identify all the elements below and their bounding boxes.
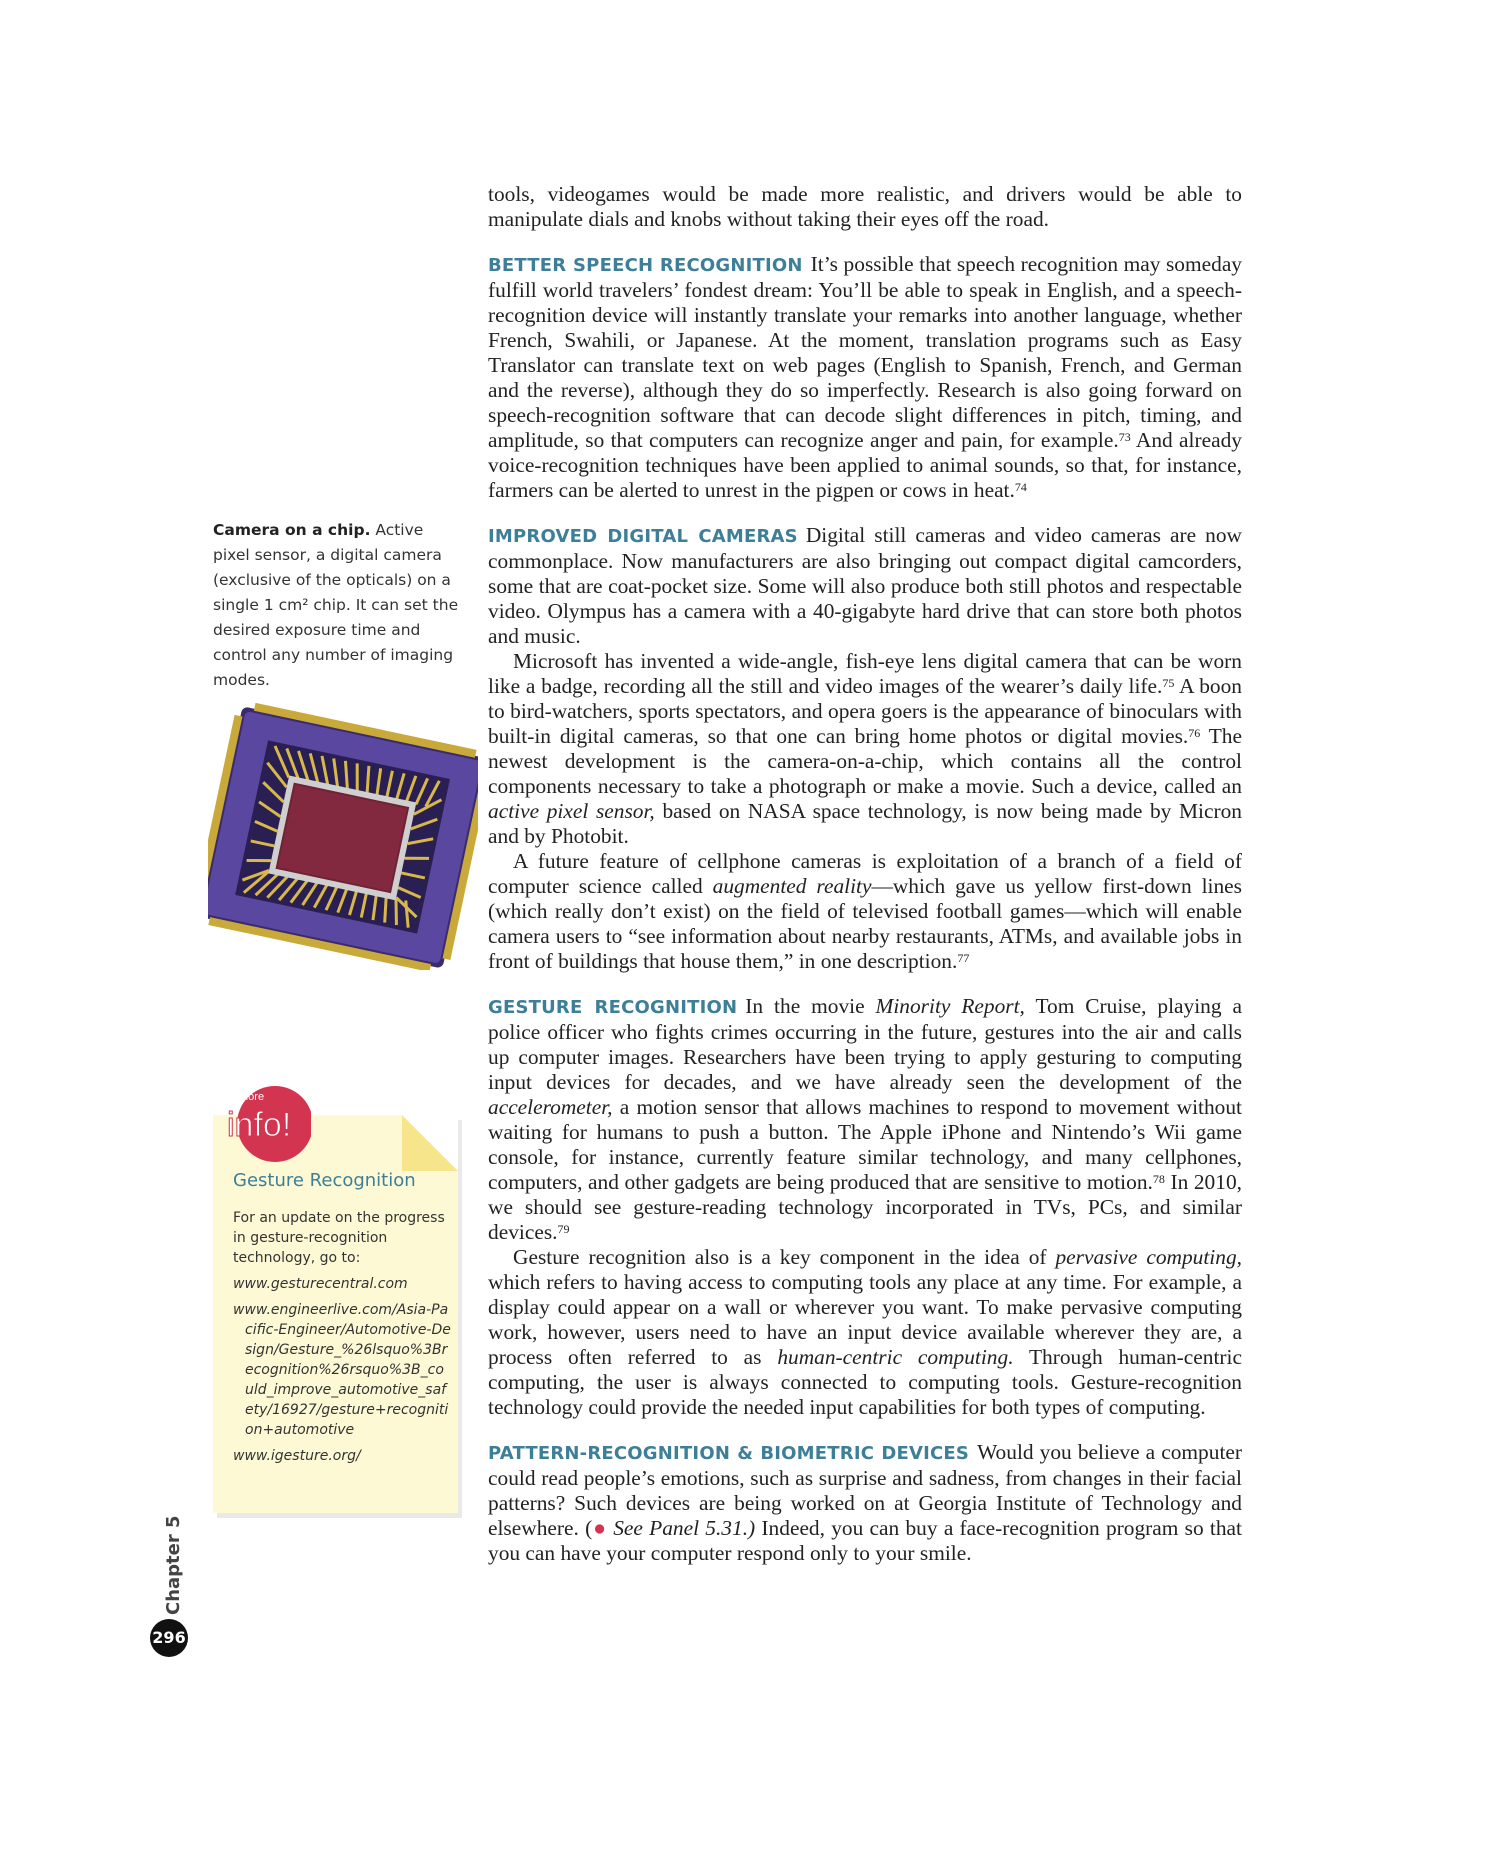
info-link[interactable]: www.gesturecentral.com (233, 1276, 408, 1292)
info-link[interactable]: www.engineerlive.com/Asia-Pacific-Engineer/Automotive-Design/Gesture_%26lsquo%3Brecognition%26rsquo%3B_could_improve_automotive_safety/16927/gesture+recognition+automotive (233, 1302, 451, 1438)
term-human-centric-computing: human-centric computing. (777, 1345, 1014, 1369)
footnote-ref-79[interactable]: 79 (557, 1222, 570, 1236)
speech-text-a: It’s possible that speech recognition may someday fulfill world travelers’ fondest dream: You’ll be able to speak in English, and a speech-recognition device will instantly translate your remarks into another language, whether French, Swahili, or Japanese. At the moment, translation programs such as Easy Translator can translate text on web pages (English to Spanish, French, and German and the reverse), although they do so imperfectly. Research is also going forward on speech-recognition software that can decode slight differences in pitch, timing, and amplitude, so that computers can recognize anger and pain, for example. (488, 252, 1243, 452)
cameras-p1: Digital still cameras and video cameras are now commonplace. Now manufacturers are also bringing out compact digital camcorders, some that are coat-pocket size. Some will also produce both still photos and respectable video. Olympus has a camera with a 40-gigabyte hard drive that can store both photos and music. (488, 523, 1242, 648)
gesture-p2-a: Gesture recognition also is a key component in the idea of (513, 1245, 1056, 1269)
cameras-p3-b: —which gave us yellow first-down lines (which really don’t exist) on the field of televised football games—which will enable camera users to “see information about nearby restaurants, ATMs, and available jobs in front of buildings that house them,” in one description. (488, 874, 1242, 973)
info-box-body (233, 1208, 451, 1472)
gesture-recognition-section (488, 994, 1242, 1245)
speech-recognition-heading: BETTER SPEECH RECOGNITION (488, 255, 803, 276)
badge-big-text: info! (227, 1106, 292, 1144)
term-active-pixel-sensor: active pixel sensor, (488, 799, 655, 823)
see-panel-reference[interactable]: See Panel 5.31.) (606, 1516, 756, 1540)
folded-corner-icon (402, 1115, 458, 1171)
pattern-text-a: Would you believe a computer could read people’s emotions, such as surprise and sadness, from changes in their facial patterns? Such devices are being worked on at Georgia Institute of Technology and elsewhere. ( (488, 1440, 1243, 1540)
digital-cameras-section (488, 523, 1242, 649)
caption-text: Active pixel sensor, a digital camera (exclusive of the opticals) on a single 1 cm² chip. It can set the desired exposure time and control any number of imaging modes. (213, 521, 459, 689)
camera-chip-image (208, 700, 478, 970)
intro-paragraph: tools, videogames would be made more realistic, and drivers would be able to manipulate dials and knobs without taking their eyes off the road. (488, 182, 1242, 231)
chapter-text: Chapter 5 (163, 1515, 184, 1615)
pattern-recognition-heading: PATTERN-RECOGNITION & BIOMETRIC DEVICES (488, 1443, 970, 1464)
footnote-ref-78[interactable]: 78 (1152, 1172, 1165, 1186)
cameras-p2-a: Microsoft has invented a wide-angle, fish-eye lens digital camera that can be worn like a badge, recording all the still and video images of the wearer’s daily life. (488, 649, 1242, 698)
info-box-text: For an update on the progress in gesture-recognition technology, go to: (233, 1210, 445, 1266)
speech-text-b: And already voice-recognition techniques have been applied to animal sounds, so that, for instance, farmers can be alerted to unrest in the pigpen or cows in heat. (488, 428, 1242, 502)
gesture-p1-c: a motion sensor that allows machines to respond to movement without waiting for humans to push a button. The Apple iPhone and Nintendo’s Wii game console, for instance, currently feature similar technology, and many cellphones, computers, and other gadgets are being produced that are sensitive to motion. (488, 1095, 1242, 1194)
cameras-p3-a: A future feature of cellphone cameras is exploitation of a branch of a field of computer science called (488, 849, 1242, 898)
gesture-p1-d: In 2010, we should see gesture-reading technology incorporated in TVs, PCs, and similar devices. (488, 1170, 1242, 1244)
cameras-p2-b: A boon to bird-watchers, sports spectators, and opera goers is the appearance of binoculars with built-in digital cameras, so that one can bring home photos or digital movies. (488, 674, 1242, 748)
bullet-icon: ● (592, 1516, 607, 1540)
gesture-p2-b: which refers to having access to computing tools any place at any time. For example, a display could appear on a wall or wherever you want. To make pervasive computing work, however, users need to have an input device available wherever they are, a process often referred to as (488, 1270, 1242, 1369)
caption-title: Camera on a chip. (213, 521, 371, 539)
badge-small-text: more (239, 1091, 265, 1103)
cameras-p3 (488, 849, 1242, 974)
gesture-p2-c: Through human-centric computing, the user is always connected to computing tools. Gesture-recognition technology could provide the needed input capabilities for both types of computing. (488, 1345, 1242, 1419)
footnote-ref-74[interactable]: 74 (1014, 480, 1027, 494)
term-augmented-reality: augmented reality (712, 874, 872, 898)
footnote-ref-76[interactable]: 76 (1188, 726, 1201, 740)
gesture-p2 (488, 1245, 1242, 1420)
more-info-badge-icon (225, 1080, 311, 1166)
gesture-p1-b: Tom Cruise, playing a police officer who fights crimes occurring in the future, gestures into the air and calls up computer images. Researchers have been trying to apply gesturing to computing input devices for decades, and we have already seen the development of the (488, 994, 1242, 1094)
cameras-p2-d: based on NASA space technology, is now being made by Micron and by Photobit. (488, 799, 1243, 848)
gesture-p1-a: In the movie (745, 994, 876, 1018)
term-accelerometer: accelerometer, (488, 1095, 613, 1119)
pattern-recognition-section (488, 1440, 1242, 1566)
cameras-p2 (488, 649, 1242, 849)
digital-cameras-heading: IMPROVED DIGITAL CAMERAS (488, 526, 798, 547)
term-pervasive-computing: pervasive computing, (1055, 1245, 1242, 1269)
main-text-column (488, 182, 1242, 1566)
page-number: 296 (150, 1619, 188, 1657)
speech-recognition-section (488, 252, 1242, 503)
info-link-list (233, 1274, 451, 1466)
movie-title: Minority Report, (875, 994, 1025, 1018)
cameras-p2-c: The newest development is the camera-on-a-chip, which contains all the control components necessary to take a photograph or make a movie. Such a device, called an (488, 724, 1242, 798)
pattern-text-b: Indeed, you can buy a face-recognition program so that you can have your computer respond only to your smile. (488, 1516, 1242, 1565)
footnote-ref-77[interactable]: 77 (957, 951, 970, 965)
footnote-ref-73[interactable]: 73 (1118, 430, 1131, 444)
image-caption (213, 518, 463, 693)
footnote-ref-75[interactable]: 75 (1162, 676, 1175, 690)
info-box-title: Gesture Recognition (233, 1170, 416, 1191)
chapter-label (157, 1500, 187, 1620)
info-link[interactable]: www.igesture.org/ (233, 1448, 361, 1464)
gesture-recognition-heading: GESTURE RECOGNITION (488, 997, 738, 1018)
